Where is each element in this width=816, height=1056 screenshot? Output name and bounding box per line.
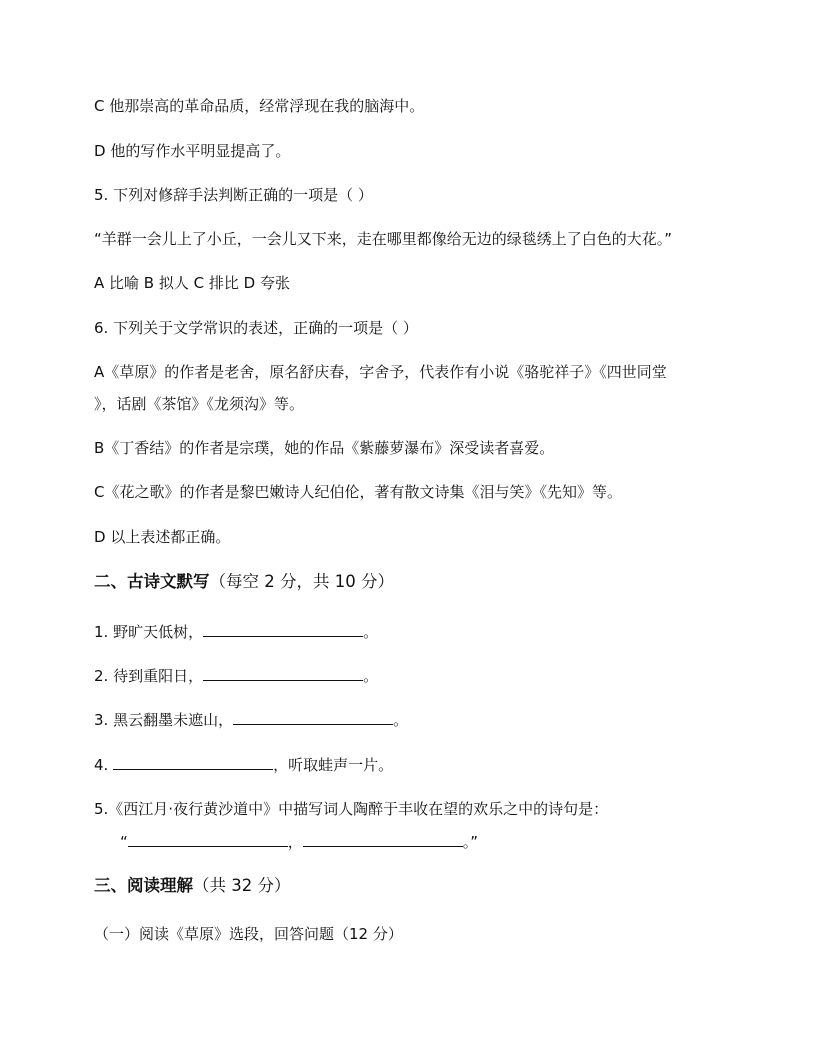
recite-item-3	[94, 710, 408, 730]
answer-blank-2[interactable]	[203, 666, 363, 681]
section-2-heading	[94, 571, 394, 593]
section-3-heading	[94, 875, 291, 897]
answer-blank-5a[interactable]	[128, 832, 288, 847]
reading-part-1-heading: （一）阅读《草原》选段，回答问题（12 分）	[94, 925, 403, 943]
recite-item-3-text: 3. 黑云翻墨未遮山，	[94, 711, 234, 729]
recite-item-5-answer-line	[120, 832, 478, 852]
question-5: 5. 下列对修辞手法判断正确的一项是（ ）	[94, 186, 373, 204]
recite-item-1-end: 。	[363, 623, 379, 641]
section-3-score-note: （共 32 分）	[193, 876, 291, 895]
question-6-option-d: D 以上表述都正确。	[94, 528, 231, 546]
recite-item-4	[94, 755, 393, 775]
section-2-title: 二、古诗文默写	[94, 572, 210, 591]
recite-item-2	[94, 666, 378, 686]
question-6: 6. 下列关于文学常识的表述，正确的一项是（ ）	[94, 319, 418, 337]
quote-close: 。”	[462, 833, 479, 851]
recite-item-2-text: 2. 待到重阳日，	[94, 667, 204, 685]
quote-comma: ，	[287, 833, 303, 851]
recite-item-1-text: 1. 野旷天低树，	[94, 623, 204, 641]
recite-item-3-end: 。	[393, 711, 409, 729]
answer-blank-1[interactable]	[203, 622, 363, 637]
answer-blank-3[interactable]	[233, 710, 393, 725]
answer-blank-4[interactable]	[113, 755, 273, 770]
recite-item-1	[94, 622, 378, 642]
question-5-options: A 比喻 B 拟人 C 排比 D 夸张	[94, 274, 290, 292]
quote-open: “	[120, 833, 128, 851]
option-c: C 他那崇高的革命品质，经常浮现在我的脑海中。	[94, 97, 425, 115]
question-6-option-b: B《丁香结》的作者是宗璞，她的作品《紫藤萝瀑布》深受读者喜爱。	[94, 439, 555, 457]
question-6-option-c: C《花之歌》的作者是黎巴嫩诗人纪伯伦，著有散文诗集《泪与笑》《先知》等。	[94, 483, 622, 501]
recite-item-2-end: 。	[363, 667, 379, 685]
section-3-title: 三、阅读理解	[94, 876, 193, 895]
question-5-quote: “羊群一会儿上了小丘，一会儿又下来，走在哪里都像给无边的绿毯绣上了白色的大花。”	[94, 230, 673, 248]
recite-item-4-number: 4.	[94, 756, 114, 774]
question-6-option-a-line1: A《草原》的作者是老舍，原名舒庆春，字舍予，代表作有小说《骆驼祥子》《四世同堂	[94, 363, 667, 381]
recite-item-4-text: ，听取蛙声一片。	[273, 756, 394, 774]
section-2-score-note: （每空 2 分，共 10 分）	[209, 572, 394, 591]
option-d: D 他的写作水平明显提高了。	[94, 142, 291, 160]
answer-blank-5b[interactable]	[303, 832, 463, 847]
question-6-option-a-line2: 》，话剧《茶馆》《龙须沟》等。	[94, 395, 305, 413]
recite-item-5: 5.《西江月·夜行黄沙道中》中描写词人陶醉于丰收在望的欢乐之中的诗句是：	[94, 800, 609, 818]
